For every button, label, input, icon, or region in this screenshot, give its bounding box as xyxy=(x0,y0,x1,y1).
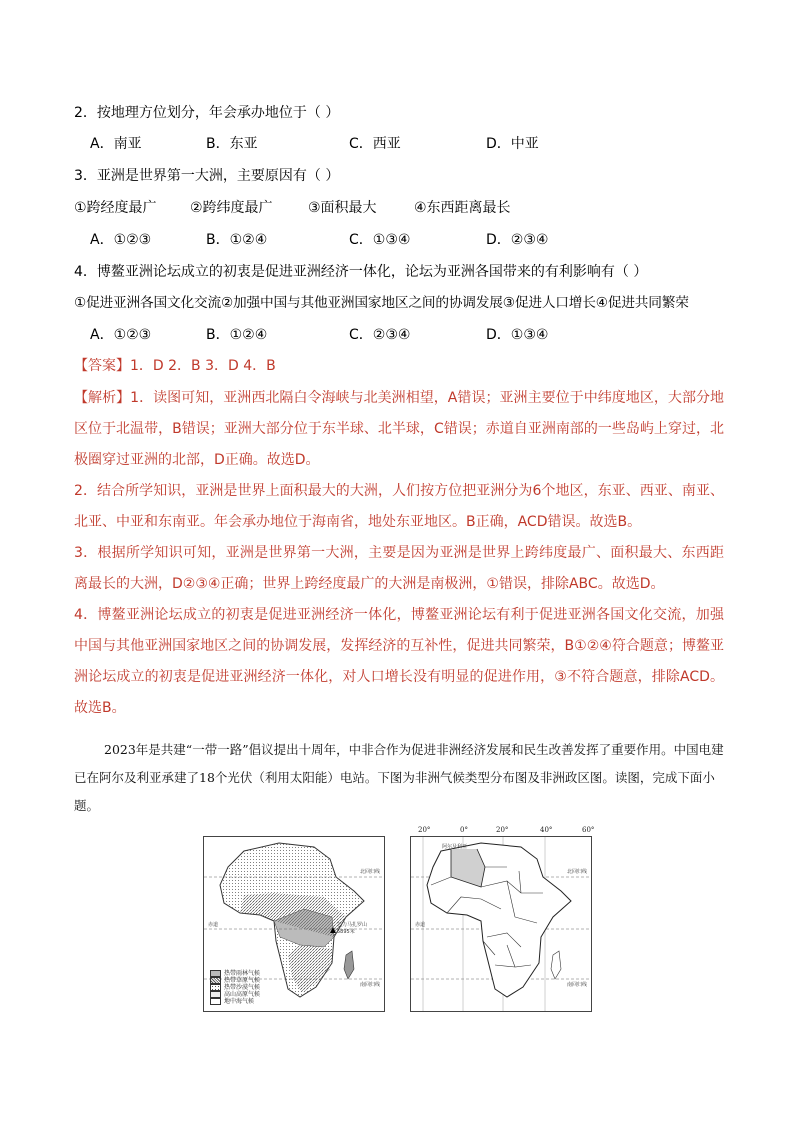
map2-tropic-s-label: 南回归线 xyxy=(566,982,587,988)
map2-tick-e60: 60° xyxy=(582,826,595,834)
q2-option-b: B．东亚 xyxy=(206,136,258,152)
analysis-p2: 2．结合所学知识，亚洲是世界上面积最大的大洲，人们按方位把亚洲分为6个地区，东亚、西亚、南亚、北亚、中亚和东南亚。年会承办地位于海南省，地处东亚地区。B正确，ACD错误。故选B。 xyxy=(74,483,724,530)
map1-tropic-s-label: 南回归线 xyxy=(359,982,380,988)
answer-line xyxy=(74,356,276,376)
map2-tick-e40: 40° xyxy=(540,826,553,834)
analysis-p1: 【解析】1．读图可知，亚洲西北隔白令海峡与北美洲相望，A错误；亚洲主要位于中纬度地区，大部分地区位于北温带，B错误；亚洲大部分位于东半球、北半球，C错误；赤道自亚洲南部的一些岛屿上穿过，北极圈穿过亚洲的北部，D正确。故选D。 xyxy=(74,390,725,468)
map1-peak-elev: 5895米 xyxy=(337,929,355,935)
africa-political-map xyxy=(410,836,592,1012)
q4-option-c: C．②③④ xyxy=(349,327,411,343)
madagascar xyxy=(551,951,561,979)
q3-stem: 3．亚洲是世界第一大洲，主要原因有（ ） xyxy=(74,168,340,184)
analysis-p3: 3．根据所学知识可知，亚洲是世界第一大洲，主要是因为亚洲是世界上跨纬度最广、面积最大、东西距离最长的大洲，D②③④正确；世界上跨经度最广的大洲是南极洲，①错误，排除ABC。故选D。 xyxy=(74,545,724,592)
africa-political-map-svg xyxy=(411,837,591,1011)
legend-item: 热带雨林气候 xyxy=(210,970,260,977)
q4-stem: 4．博鳌亚洲论坛成立的初衷是促进亚洲经济一体化，论坛为亚洲各国带来的有利影响有（ ） xyxy=(74,264,648,280)
q3-option-c: C．①③④ xyxy=(349,232,411,248)
q2-stem: 2．按地理方位划分，年会承办地位于（ ） xyxy=(74,105,340,121)
legend-item: 热带沙漠气候 xyxy=(210,984,260,991)
q4-option-d: D．①③④ xyxy=(486,327,549,343)
intro-passage xyxy=(74,736,726,820)
map2-tick-e20: 20° xyxy=(496,826,509,834)
legend-item: 热带草原气候 xyxy=(210,977,260,984)
q2-option-c: C．西亚 xyxy=(349,136,401,152)
q2-option-a: A．南亚 xyxy=(90,136,142,152)
q3-item-3: ③面积最大 xyxy=(308,200,377,216)
intro-text: 2023年是共建“一带一路”倡议提出十周年，中非合作为促进非洲经济发展和民生改善发挥了重要作用。中国电建已在阿尔及利亚承建了18个光伏（利用太阳能）电站。下图为非洲气候类型分布图及非洲政区图。读图，完成下面小题。 xyxy=(74,742,724,813)
answer-text: 1．D 2．B 3．D 4．B xyxy=(130,358,276,374)
answer-tag: 【答案】 xyxy=(74,358,130,374)
map2-tick-0: 0° xyxy=(460,826,468,834)
q3-option-b: B．①②④ xyxy=(206,232,268,248)
map1-peak-label: 乞力马扎罗山 xyxy=(337,922,368,928)
map1-tropic-n-label: 北回归线 xyxy=(359,869,380,875)
map1-legend xyxy=(210,970,260,1005)
map2-tropic-n-label: 北回归线 xyxy=(566,869,587,875)
q3-item-2: ②跨纬度最广 xyxy=(190,200,273,216)
q3-item-1: ①跨经度最广 xyxy=(74,200,157,216)
madagascar xyxy=(344,951,354,979)
map2-tick-w20: 20° xyxy=(418,826,431,834)
analysis-block xyxy=(74,383,724,724)
analysis-p4: 4．博鳌亚洲论坛成立的初衷是促进亚洲经济一体化，博鳌亚洲论坛有利于促进亚洲各国文化交流，加强中国与其他亚洲国家地区之间的协调发展，发挥经济的互补性，促进共同繁荣，B①②④符合题意；博鳌亚洲论坛成立的初衷是促进亚洲经济一体化，对人口增长没有明显的促进作用，③不符合题意，排除ACD。故选B。 xyxy=(74,607,724,716)
map1-equator-label: 赤道 xyxy=(208,922,219,928)
q2-option-d: D．中亚 xyxy=(486,136,539,152)
q3-option-a: A．①②③ xyxy=(90,232,152,248)
legend-item: 地中海气候 xyxy=(210,998,260,1005)
analysis-tag: 【解析】 xyxy=(74,390,131,406)
q4-option-a: A．①②③ xyxy=(90,327,152,343)
q4-option-b: B．①②④ xyxy=(206,327,268,343)
map2-country-label: 阿尔及利亚 xyxy=(442,844,468,850)
continent-outline xyxy=(427,843,571,997)
q3-item-4: ④东西距离最长 xyxy=(414,200,511,216)
q3-option-d: D．②③④ xyxy=(486,232,549,248)
legend-item: 高山高原气候 xyxy=(210,991,260,998)
q4-items: ①促进亚洲各国文化交流②加强中国与其他亚洲国家地区之间的协调发展③促进人口增长④促进共同繁荣 xyxy=(74,295,689,311)
africa-climate-map xyxy=(203,836,385,1012)
map2-equator-label: 赤道 xyxy=(415,922,426,928)
